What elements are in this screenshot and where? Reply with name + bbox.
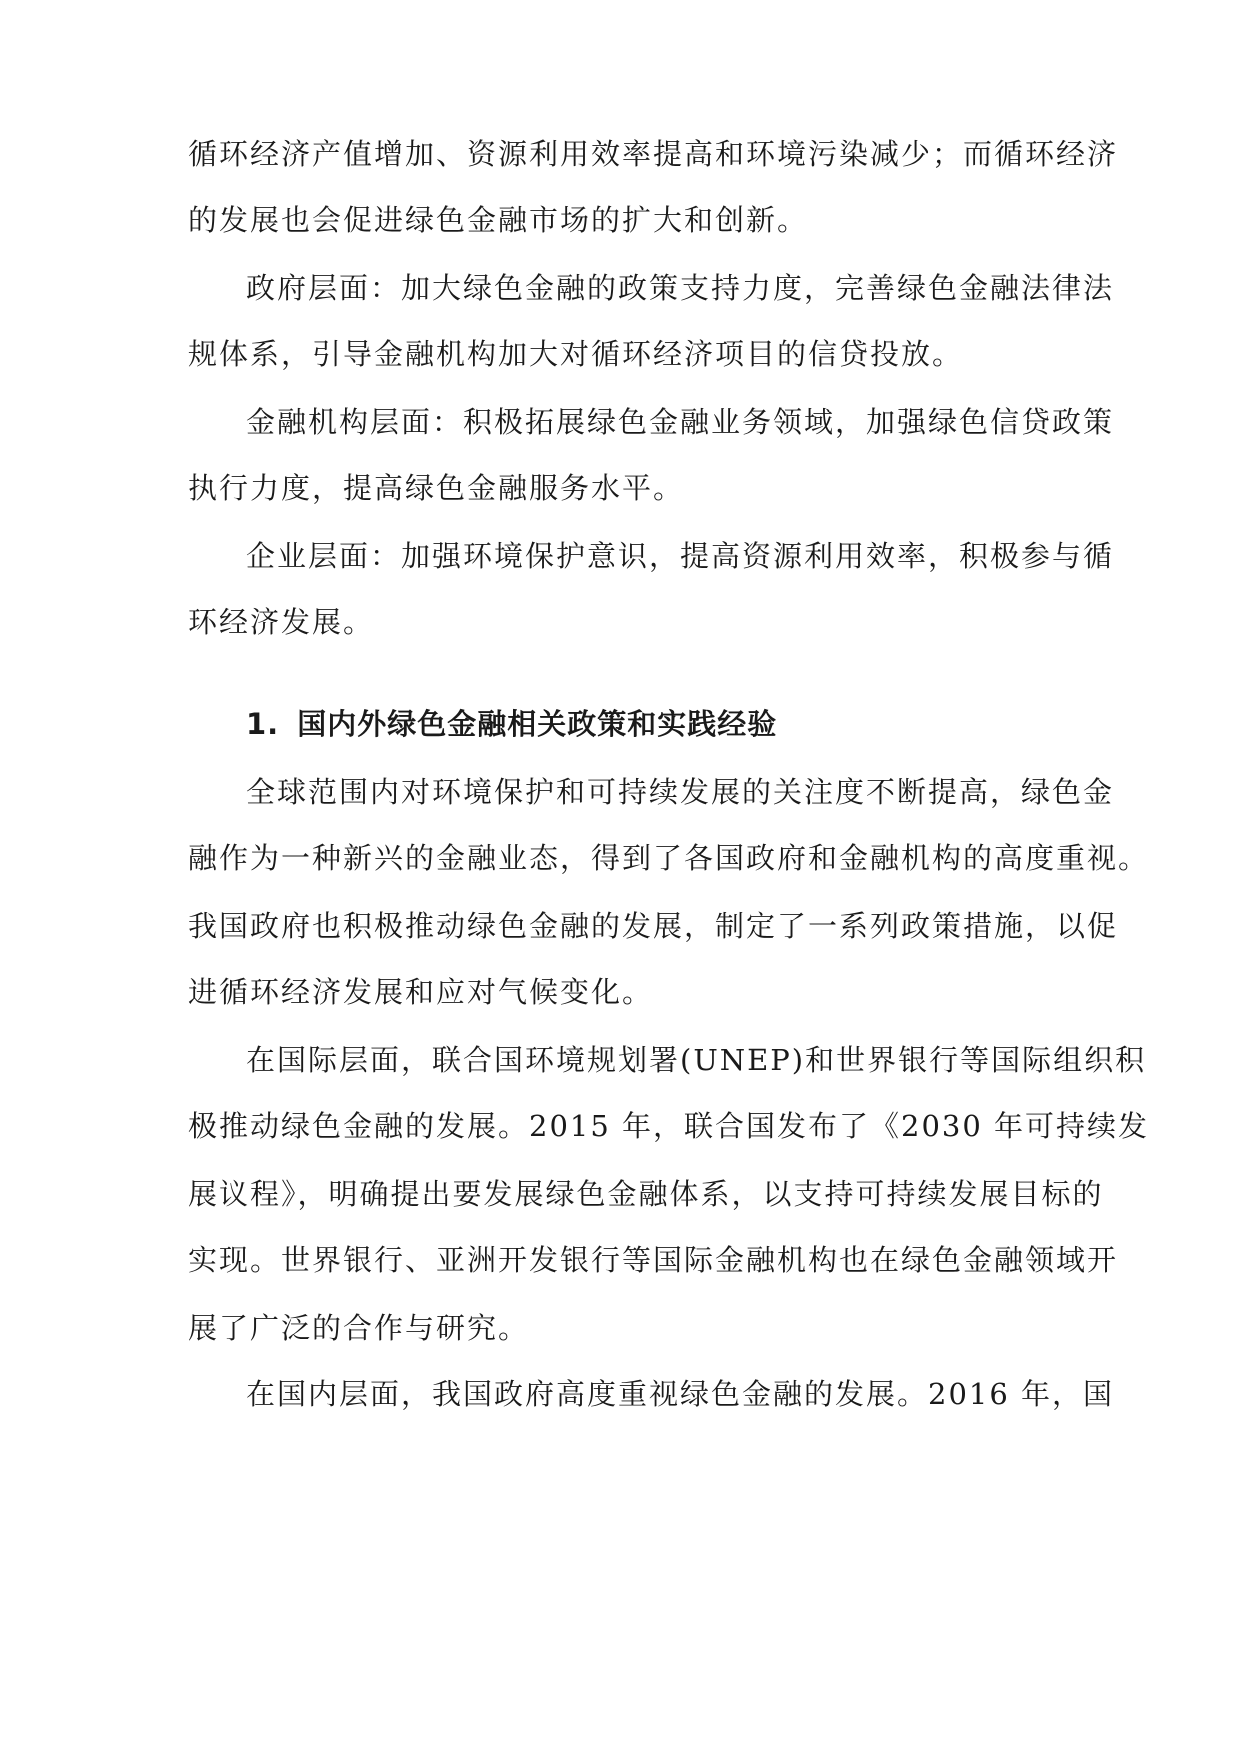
paragraph-line: 规体系，引导金融机构加大对循环经济项目的信贷投放。 [188, 337, 964, 371]
paragraph-line: 循环经济产值增加、资源利用效率提高和环境污染减少；而循环经济 [188, 137, 1119, 171]
section-heading [246, 704, 1058, 744]
paragraph-line: 我国政府也积极推动绿色金融的发展，制定了一系列政策措施，以促 [188, 909, 1119, 943]
section-title: 国内外绿色金融相关政策和实践经验 [297, 707, 778, 741]
paragraph-line: 进循环经济发展和应对气候变化。 [188, 975, 654, 1009]
paragraph-line: 展议程》，明确提出要发展绿色金融体系，以支持可持续发展目标的 [188, 1177, 1104, 1211]
paragraph-line: 展了广泛的合作与研究。 [188, 1311, 530, 1345]
paragraph-line: 执行力度，提高绿色金融服务水平。 [188, 471, 685, 505]
paragraph-line: 政府层面：加大绿色金融的政策支持力度，完善绿色金融法律法 [246, 271, 1115, 305]
paragraph-line: 全球范围内对环境保护和可持续发展的关注度不断提高，绿色金 [246, 775, 1115, 809]
paragraph-line: 的发展也会促进绿色金融市场的扩大和创新。 [188, 203, 809, 237]
paragraph-line: 极推动绿色金融的发展。2015 年，联合国发布了《2030 年可持续发 [188, 1109, 1150, 1143]
paragraph-line: 在国际层面，联合国环境规划署(UNEP)和世界银行等国际组织积 [246, 1043, 1147, 1077]
paragraph-line: 实现。世界银行、亚洲开发银行等国际金融机构也在绿色金融领域开 [188, 1243, 1119, 1277]
section-number: 1. [246, 707, 280, 741]
paragraph-line: 融作为一种新兴的金融业态，得到了各国政府和金融机构的高度重视。 [188, 841, 1150, 875]
paragraph-line: 在国内层面，我国政府高度重视绿色金融的发展。2016 年，国 [246, 1377, 1115, 1411]
paragraph-line: 企业层面：加强环境保护意识，提高资源利用效率，积极参与循 [246, 539, 1115, 573]
paragraph-line: 环经济发展。 [188, 605, 375, 639]
paragraph-line: 金融机构层面：积极拓展绿色金融业务领域，加强绿色信贷政策 [246, 405, 1115, 439]
